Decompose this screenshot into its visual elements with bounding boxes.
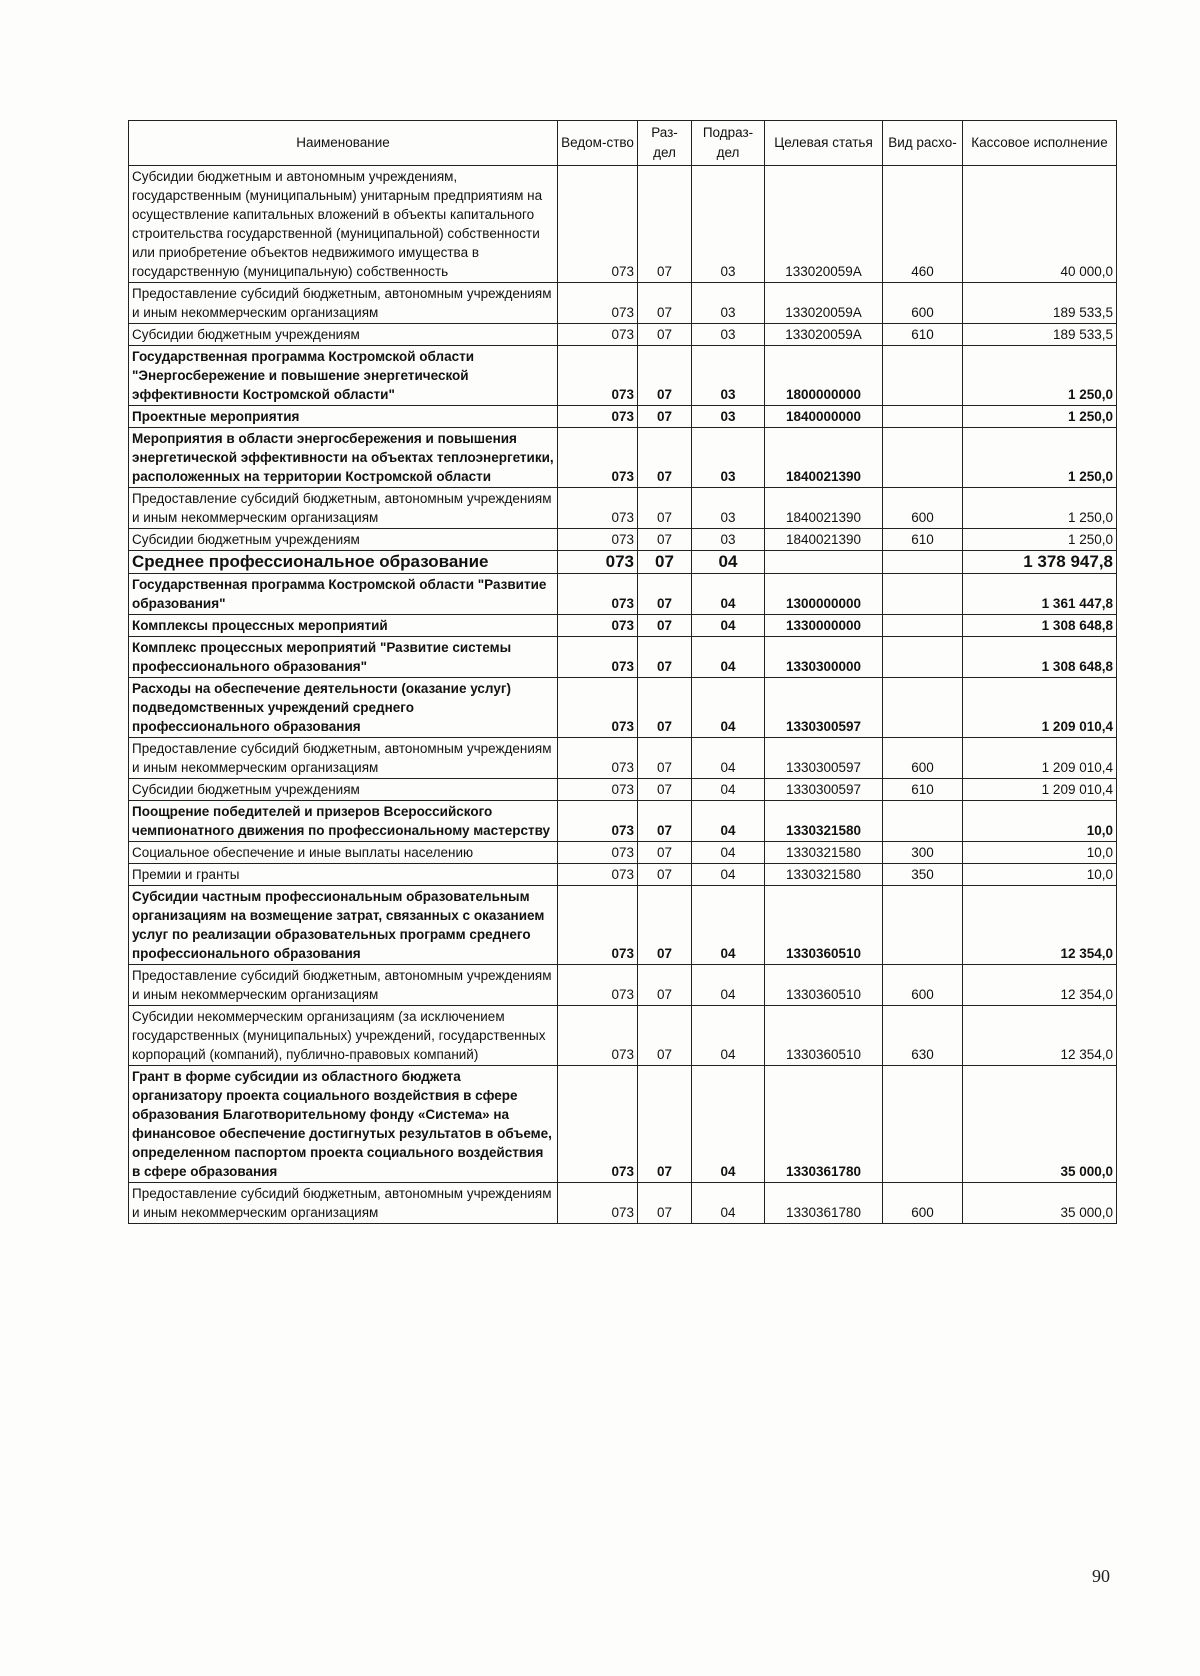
row-razdel-cell: 07 [638, 428, 692, 488]
row-vedomstvo-cell: 073 [558, 346, 638, 406]
row-name-cell: Предоставление субсидий бюджетным, автономным учреждениям и иным некоммерческим организациям [129, 488, 558, 529]
row-name-cell: Предоставление субсидий бюджетным, автономным учреждениям и иным некоммерческим организациям [129, 738, 558, 779]
row-name-cell: Социальное обеспечение и иные выплаты населению [129, 842, 558, 864]
row-tselevaya-statya-cell: 1840000000 [765, 406, 883, 428]
row-razdel-cell: 07 [638, 324, 692, 346]
row-name-cell: Предоставление субсидий бюджетным, автономным учреждениям и иным некоммерческим организациям [129, 965, 558, 1006]
row-name-cell: Государственная программа Костромской области "Развитие образования" [129, 574, 558, 615]
row-tselevaya-statya-cell: 1300000000 [765, 574, 883, 615]
row-vid-cell [883, 574, 963, 615]
row-amount-cell: 1 308 648,8 [963, 637, 1117, 678]
row-podrazdel-cell: 03 [692, 406, 765, 428]
row-razdel-cell: 07 [638, 551, 692, 574]
row-amount-cell: 12 354,0 [963, 886, 1117, 965]
row-podrazdel-cell: 03 [692, 324, 765, 346]
table-row [129, 488, 1117, 529]
table-row [129, 1066, 1117, 1183]
table-row [129, 678, 1117, 738]
row-podrazdel-cell: 03 [692, 428, 765, 488]
row-vid-cell [883, 801, 963, 842]
row-podrazdel-cell: 04 [692, 1066, 765, 1183]
row-vedomstvo-cell: 073 [558, 1183, 638, 1224]
row-name-cell: Мероприятия в области энергосбережения и повышения энергетической эффективности на объектах теплоэнергетики, расположенных на территории Костромской области [129, 428, 558, 488]
row-amount-cell: 1 250,0 [963, 529, 1117, 551]
row-tselevaya-statya-cell: 133020059А [765, 283, 883, 324]
table-row [129, 637, 1117, 678]
row-tselevaya-statya-cell: 1330300597 [765, 678, 883, 738]
row-vid-cell: 600 [883, 738, 963, 779]
row-amount-cell: 10,0 [963, 864, 1117, 886]
row-name-cell: Комплексы процессных мероприятий [129, 615, 558, 637]
row-tselevaya-statya-cell: 1840021390 [765, 428, 883, 488]
row-vid-cell: 460 [883, 166, 963, 283]
table-row [129, 886, 1117, 965]
row-tselevaya-statya-cell [765, 551, 883, 574]
row-podrazdel-cell: 04 [692, 637, 765, 678]
row-tselevaya-statya-cell: 133020059А [765, 166, 883, 283]
header-podrazdel: Подраз-дел [692, 121, 765, 166]
row-vedomstvo-cell: 073 [558, 965, 638, 1006]
row-name-cell: Предоставление субсидий бюджетным, автономным учреждениям и иным некоммерческим организациям [129, 1183, 558, 1224]
row-amount-cell: 35 000,0 [963, 1066, 1117, 1183]
row-podrazdel-cell: 04 [692, 615, 765, 637]
row-podrazdel-cell: 04 [692, 738, 765, 779]
row-podrazdel-cell: 03 [692, 283, 765, 324]
row-vedomstvo-cell: 073 [558, 529, 638, 551]
row-vid-cell [883, 551, 963, 574]
table-row [129, 965, 1117, 1006]
page-number: 90 [1092, 1566, 1110, 1586]
row-amount-cell: 189 533,5 [963, 283, 1117, 324]
row-vid-cell: 610 [883, 529, 963, 551]
row-name-cell: Государственная программа Костромской области "Энергосбережение и повышение энергетической эффективности Костромской области" [129, 346, 558, 406]
row-vid-cell: 610 [883, 324, 963, 346]
row-tselevaya-statya-cell: 1330361780 [765, 1183, 883, 1224]
budget-table [128, 120, 1117, 1224]
table-row [129, 406, 1117, 428]
row-vedomstvo-cell: 073 [558, 615, 638, 637]
row-razdel-cell: 07 [638, 801, 692, 842]
row-razdel-cell: 07 [638, 574, 692, 615]
row-name-cell: Грант в форме субсидии из областного бюджета организатору проекта социального воздействия в сфере образования Благотворительному фонду «Система» на финансовое обеспечение достигнутых результатов в объеме, определенном паспортом проекта социального воздействия в сфере образования [129, 1066, 558, 1183]
row-vedomstvo-cell: 073 [558, 428, 638, 488]
row-name-cell: Субсидии бюджетным и автономным учреждениям, государственным (муниципальным) унитарным предприятиям на осуществление капитальных вложений в объекты капитального строительства государственной (муниципальной) собственности или приобретение объектов недвижимого имущества в государственную (муниципальную) собственность [129, 166, 558, 283]
table-row [129, 738, 1117, 779]
row-razdel-cell: 07 [638, 637, 692, 678]
row-razdel-cell: 07 [638, 779, 692, 801]
row-tselevaya-statya-cell: 1840021390 [765, 529, 883, 551]
row-tselevaya-statya-cell: 1330300597 [765, 779, 883, 801]
row-vid-cell: 600 [883, 1183, 963, 1224]
row-razdel-cell: 07 [638, 1183, 692, 1224]
row-tselevaya-statya-cell: 1330300597 [765, 738, 883, 779]
table-header-row [129, 121, 1117, 166]
row-vedomstvo-cell: 073 [558, 637, 638, 678]
row-vedomstvo-cell: 073 [558, 1006, 638, 1066]
table-row [129, 346, 1117, 406]
row-vid-cell: 350 [883, 864, 963, 886]
header-tselevaya-statya: Целевая статья [765, 121, 883, 166]
row-tselevaya-statya-cell: 1330360510 [765, 965, 883, 1006]
row-amount-cell: 10,0 [963, 801, 1117, 842]
table-row [129, 779, 1117, 801]
row-vid-cell: 610 [883, 779, 963, 801]
table-row [129, 801, 1117, 842]
row-tselevaya-statya-cell: 1840021390 [765, 488, 883, 529]
row-name-cell: Субсидии частным профессиональным образовательным организациям на возмещение затрат, связанных с оказанием услуг по реализации образовательных программ среднего профессионального образования [129, 886, 558, 965]
row-name-cell: Субсидии бюджетным учреждениям [129, 529, 558, 551]
row-tselevaya-statya-cell: 1330321580 [765, 864, 883, 886]
row-vedomstvo-cell: 073 [558, 488, 638, 529]
row-tselevaya-statya-cell: 1330321580 [765, 801, 883, 842]
row-podrazdel-cell: 04 [692, 574, 765, 615]
row-vedomstvo-cell: 073 [558, 406, 638, 428]
row-razdel-cell: 07 [638, 965, 692, 1006]
header-vid-raskhodov: Вид расхо- [883, 121, 963, 166]
row-vid-cell [883, 678, 963, 738]
row-podrazdel-cell: 04 [692, 551, 765, 574]
row-vid-cell: 300 [883, 842, 963, 864]
row-razdel-cell: 07 [638, 166, 692, 283]
table-row [129, 283, 1117, 324]
row-tselevaya-statya-cell: 1330300000 [765, 637, 883, 678]
row-name-cell: Предоставление субсидий бюджетным, автономным учреждениям и иным некоммерческим организациям [129, 283, 558, 324]
table-row [129, 842, 1117, 864]
row-amount-cell: 40 000,0 [963, 166, 1117, 283]
row-amount-cell: 1 209 010,4 [963, 779, 1117, 801]
row-vedomstvo-cell: 073 [558, 779, 638, 801]
row-vid-cell [883, 886, 963, 965]
row-vedomstvo-cell: 073 [558, 574, 638, 615]
row-name-cell: Среднее профессиональное образование [129, 551, 558, 574]
row-vedomstvo-cell: 073 [558, 678, 638, 738]
row-name-cell: Расходы на обеспечение деятельности (оказание услуг) подведомственных учреждений среднего профессионального образования [129, 678, 558, 738]
row-razdel-cell: 07 [638, 406, 692, 428]
row-podrazdel-cell: 04 [692, 965, 765, 1006]
row-amount-cell: 189 533,5 [963, 324, 1117, 346]
row-amount-cell: 1 378 947,8 [963, 551, 1117, 574]
row-name-cell: Премии и гранты [129, 864, 558, 886]
row-razdel-cell: 07 [638, 842, 692, 864]
row-amount-cell: 1 361 447,8 [963, 574, 1117, 615]
table-row [129, 615, 1117, 637]
row-vedomstvo-cell: 073 [558, 738, 638, 779]
header-kassovoe-ispolnenie: Кассовое исполнение [963, 121, 1117, 166]
row-vedomstvo-cell: 073 [558, 886, 638, 965]
row-razdel-cell: 07 [638, 529, 692, 551]
row-amount-cell: 1 308 648,8 [963, 615, 1117, 637]
row-razdel-cell: 07 [638, 738, 692, 779]
row-podrazdel-cell: 04 [692, 1006, 765, 1066]
row-vedomstvo-cell: 073 [558, 283, 638, 324]
row-podrazdel-cell: 04 [692, 801, 765, 842]
row-vedomstvo-cell: 073 [558, 166, 638, 283]
row-tselevaya-statya-cell: 1330321580 [765, 842, 883, 864]
table-row [129, 1183, 1117, 1224]
row-tselevaya-statya-cell: 1330000000 [765, 615, 883, 637]
row-razdel-cell: 07 [638, 1006, 692, 1066]
row-amount-cell: 1 250,0 [963, 428, 1117, 488]
row-vid-cell: 600 [883, 965, 963, 1006]
row-vedomstvo-cell: 073 [558, 864, 638, 886]
table-row [129, 864, 1117, 886]
row-podrazdel-cell: 04 [692, 779, 765, 801]
row-amount-cell: 1 209 010,4 [963, 738, 1117, 779]
row-razdel-cell: 07 [638, 886, 692, 965]
row-podrazdel-cell: 04 [692, 864, 765, 886]
row-tselevaya-statya-cell: 1800000000 [765, 346, 883, 406]
row-vid-cell [883, 346, 963, 406]
row-podrazdel-cell: 04 [692, 842, 765, 864]
row-vid-cell [883, 615, 963, 637]
row-amount-cell: 10,0 [963, 842, 1117, 864]
row-vedomstvo-cell: 073 [558, 801, 638, 842]
row-amount-cell: 12 354,0 [963, 1006, 1117, 1066]
row-razdel-cell: 07 [638, 1066, 692, 1183]
header-razdel: Раз-дел [638, 121, 692, 166]
row-razdel-cell: 07 [638, 283, 692, 324]
row-podrazdel-cell: 04 [692, 678, 765, 738]
row-vid-cell: 600 [883, 283, 963, 324]
row-podrazdel-cell: 03 [692, 529, 765, 551]
row-tselevaya-statya-cell: 1330360510 [765, 886, 883, 965]
row-razdel-cell: 07 [638, 678, 692, 738]
table-row [129, 166, 1117, 283]
table-row [129, 324, 1117, 346]
row-vedomstvo-cell: 073 [558, 324, 638, 346]
row-vid-cell [883, 406, 963, 428]
row-amount-cell: 1 250,0 [963, 406, 1117, 428]
table-body [129, 166, 1117, 1224]
row-tselevaya-statya-cell: 1330361780 [765, 1066, 883, 1183]
row-razdel-cell: 07 [638, 488, 692, 529]
row-amount-cell: 1 209 010,4 [963, 678, 1117, 738]
row-vid-cell: 630 [883, 1006, 963, 1066]
header-name: Наименование [129, 121, 558, 166]
row-amount-cell: 1 250,0 [963, 488, 1117, 529]
row-name-cell: Поощрение победителей и призеров Всероссийского чемпионатного движения по профессиональному мастерству [129, 801, 558, 842]
table-row [129, 1006, 1117, 1066]
row-razdel-cell: 07 [638, 346, 692, 406]
row-amount-cell: 1 250,0 [963, 346, 1117, 406]
header-vedomstvo: Ведом-ство [558, 121, 638, 166]
budget-page [128, 120, 1116, 1224]
table-row [129, 428, 1117, 488]
row-vedomstvo-cell: 073 [558, 842, 638, 864]
row-name-cell: Проектные мероприятия [129, 406, 558, 428]
row-vid-cell [883, 428, 963, 488]
row-podrazdel-cell: 03 [692, 166, 765, 283]
row-razdel-cell: 07 [638, 864, 692, 886]
row-name-cell: Субсидии бюджетным учреждениям [129, 779, 558, 801]
row-vid-cell [883, 637, 963, 678]
table-row [129, 529, 1117, 551]
row-name-cell: Субсидии некоммерческим организациям (за исключением государственных (муниципальных) учреждений, государственных корпораций (компаний), публично-правовых компаний) [129, 1006, 558, 1066]
row-podrazdel-cell: 03 [692, 346, 765, 406]
table-row [129, 551, 1117, 574]
row-tselevaya-statya-cell: 133020059А [765, 324, 883, 346]
table-row [129, 574, 1117, 615]
row-tselevaya-statya-cell: 1330360510 [765, 1006, 883, 1066]
row-vid-cell [883, 1066, 963, 1183]
row-razdel-cell: 07 [638, 615, 692, 637]
row-name-cell: Субсидии бюджетным учреждениям [129, 324, 558, 346]
row-vedomstvo-cell: 073 [558, 551, 638, 574]
row-name-cell: Комплекс процессных мероприятий "Развитие системы профессионального образования" [129, 637, 558, 678]
row-vid-cell: 600 [883, 488, 963, 529]
row-podrazdel-cell: 04 [692, 1183, 765, 1224]
row-podrazdel-cell: 03 [692, 488, 765, 529]
row-podrazdel-cell: 04 [692, 886, 765, 965]
row-amount-cell: 35 000,0 [963, 1183, 1117, 1224]
row-amount-cell: 12 354,0 [963, 965, 1117, 1006]
row-vedomstvo-cell: 073 [558, 1066, 638, 1183]
